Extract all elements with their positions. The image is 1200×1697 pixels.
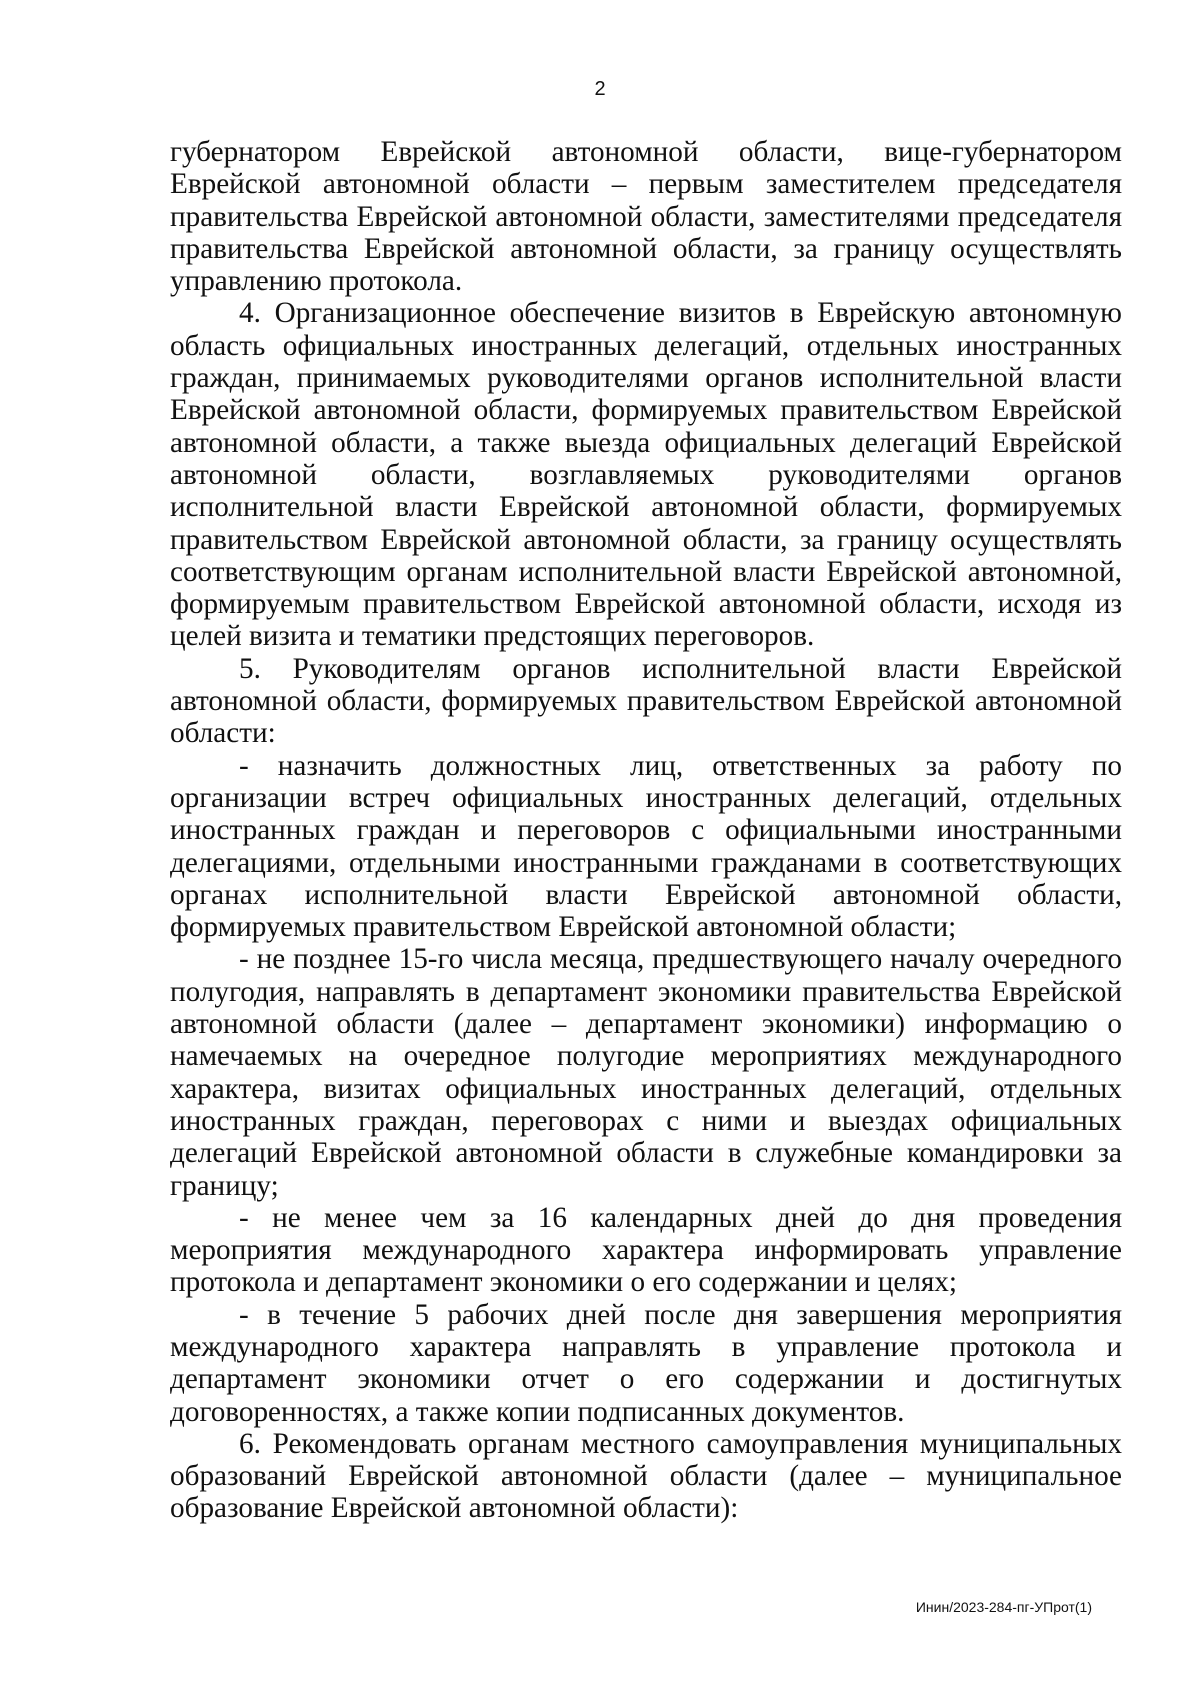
document-body (170, 136, 1122, 1525)
paragraph-bullet-assign-officials: - назначить должностных лиц, ответственных за работу по организации встреч официальных иностранных делегаций, отдельных иностранных граждан и переговоров с официальными иностранными делегациями, отдельными иностранными гражданами в соответствующих органах исполнительной власти Еврейской автономной области, формируемых правительством Еврейской автономной области; (170, 749, 1122, 944)
page-number: 2 (594, 78, 606, 100)
paragraph-item-6: 6. Рекомендовать органам местного самоуправления муниципальных образований Еврейской автономной области (далее – муниципальное образование Еврейской автономной области): (170, 1427, 1122, 1525)
document-code: Инин/2023-284-пг-УПрот(1) (915, 1599, 1092, 1615)
paragraph-item-5: 5. Руководителям органов исполнительной власти Еврейской автономной области, формируемых правительством Еврейской автономной области: (170, 652, 1122, 750)
paragraph-bullet-semiannual-info: - не позднее 15-го числа месяца, предшествующего началу очередного полугодия, направлять в департамент экономики правительства Еврейской автономной области (далее – департамент экономики) информацию о намечаемых на очередное полугодие мероприятиях международного характера, визитах официальных иностранных делегаций, отдельных иностранных граждан, переговорах с ними и выездах официальных делегаций Еврейской автономной области в служебные командировки за границу; (170, 943, 1122, 1202)
paragraph-bullet-advance-notice: - не менее чем за 16 календарных дней до дня проведения мероприятия международного характера информировать управление протокола и департамент экономики о его содержании и целях; (170, 1201, 1122, 1299)
paragraph-item-4: 4. Организационное обеспечение визитов в Еврейскую автономную область официальных иностранных делегаций, отдельных иностранных граждан, принимаемых руководителями органов исполнительной власти Еврейской автономной области, формируемых правительством Еврейской автономной области, а также выезда официальных делегаций Еврейской автономной области, возглавляемых руководителями органов исполнительной власти Еврейской автономной области, формируемых правительством Еврейской автономной области, за границу осуществлять соответствующим органам исполнительной власти Еврейской автономной, формируемым правительством Еврейской автономной области, исходя из целей визита и тематики предстоящих переговоров. (170, 297, 1122, 653)
paragraph-continuation: губернатором Еврейской автономной области, вице-губернатором Еврейской автономной области – первым заместителем председателя правительства Еврейской автономной области, заместителями председателя правительства Еврейской автономной области, за границу осуществлять управлению протокола. (170, 136, 1122, 298)
paragraph-bullet-report: - в течение 5 рабочих дней после дня завершения мероприятия международного характера направлять в управление протокола и департамент экономики отчет о его содержании и достигнутых договоренностях, а также копии подписанных документов. (170, 1298, 1122, 1428)
